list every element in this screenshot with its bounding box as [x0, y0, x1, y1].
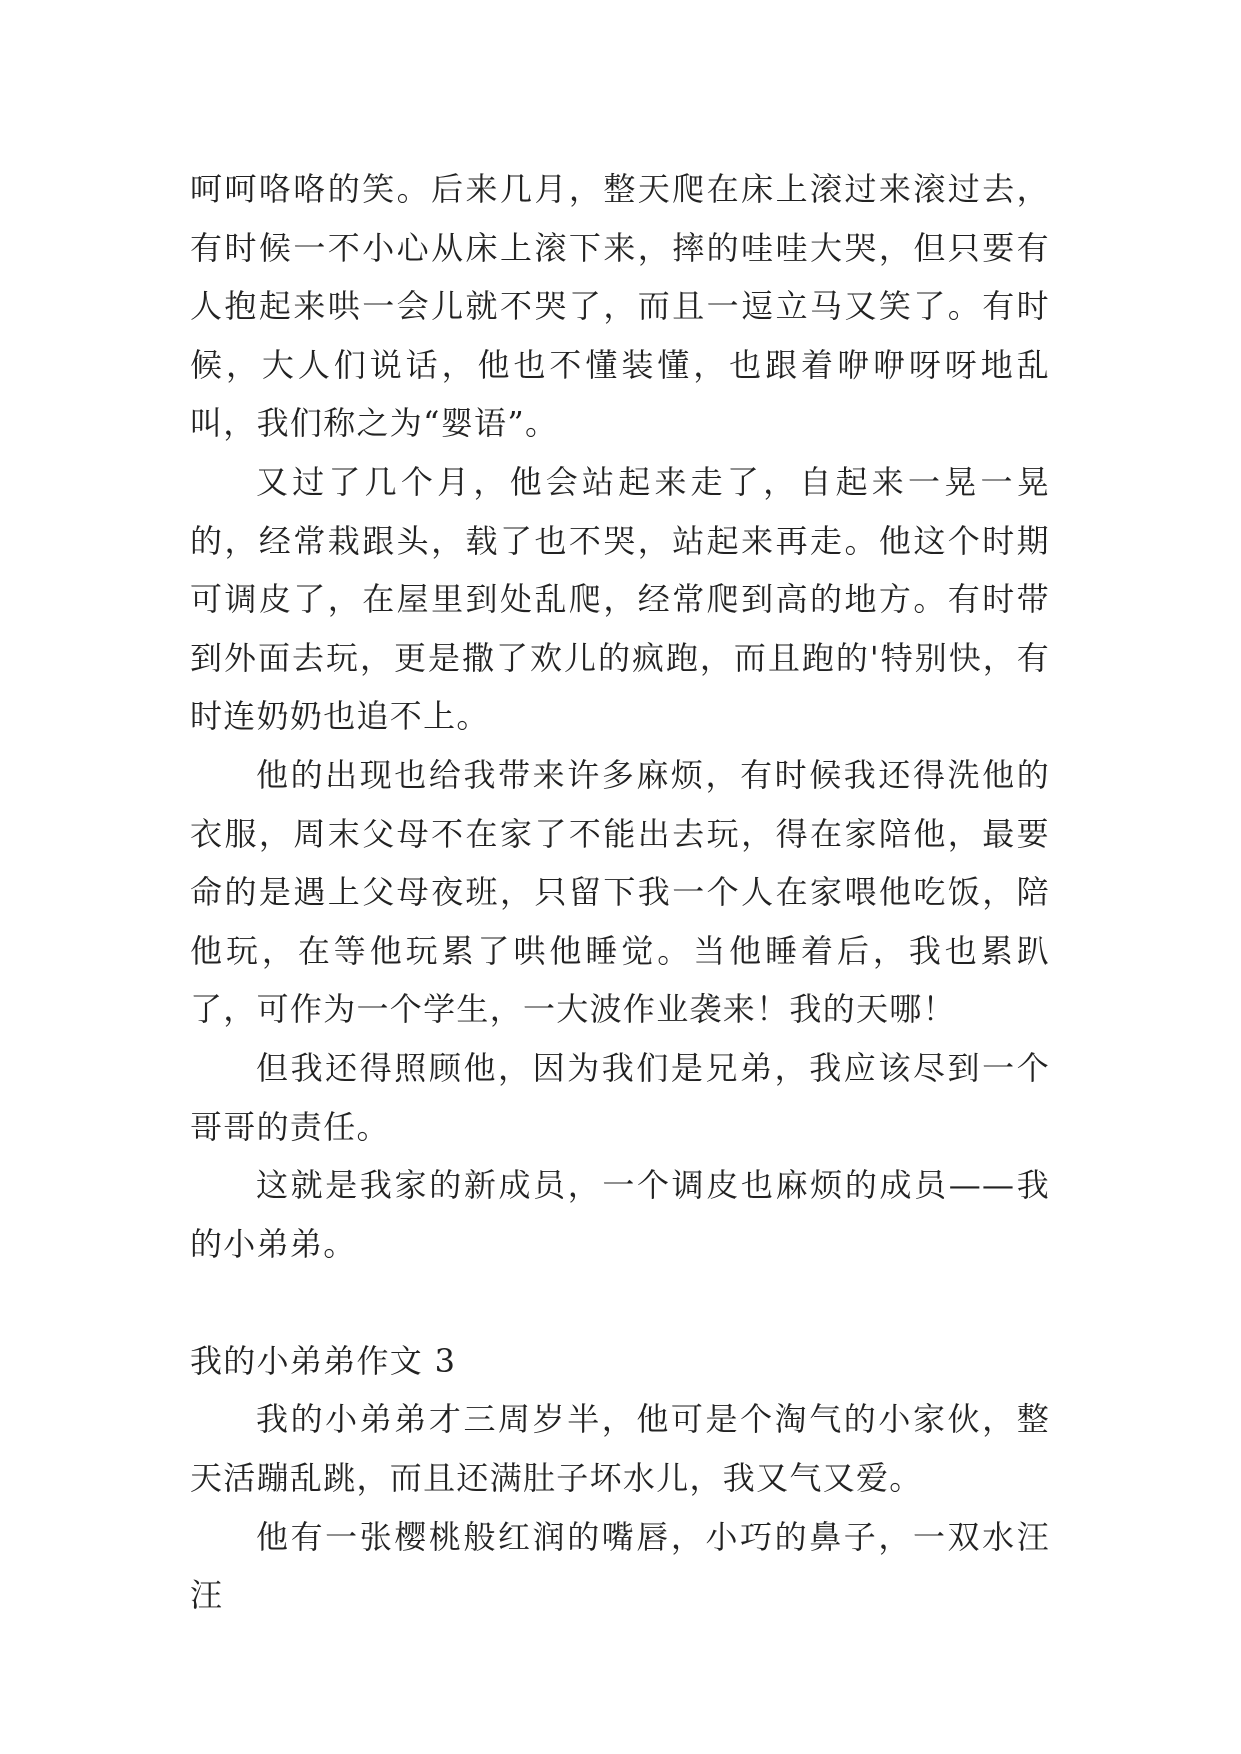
- section-heading: 我的小弟弟作文 3: [190, 1341, 457, 1380]
- paragraph-5: 这就是我家的新成员，一个调皮也麻烦的成员——我的小弟弟。: [190, 1166, 1050, 1263]
- section-gap: [190, 1273, 1050, 1332]
- paragraph-2: 又过了几个月，他会站起来走了，自起来一晃一晃的，经常栽跟头，载了也不哭，站起来再走。他这个时期可调皮了，在屋里到处乱爬，经常爬到高的地方。有时带到外面去玩，更是撒了欢儿的疯跑，而且跑的'特别快，有时连奶奶也追不上。: [190, 462, 1050, 736]
- paragraph-6: 我的小弟弟才三周岁半，他可是个淘气的小家伙，整天活蹦乱跳，而且还满肚子坏水儿，我又气又爱。: [190, 1400, 1050, 1498]
- document-body: [190, 160, 1050, 1625]
- paragraph-1: 呵呵咯咯的笑。后来几月，整天爬在床上滚过来滚过去，有时候一不小心从床上滚下来，摔的哇哇大哭，但只要有人抱起来哄一会儿就不哭了，而且一逗立马又笑了。有时候，大人们说话，他也不懂装懂，也跟着咿咿呀呀地乱叫，我们称之为“婴语”。: [190, 170, 1050, 443]
- paragraph-4: 但我还得照顾他，因为我们是兄弟，我应该尽到一个哥哥的责任。: [190, 1048, 1050, 1146]
- paragraph-7: 他有一张樱桃般红润的嘴唇，小巧的鼻子，一双水汪汪: [190, 1517, 1050, 1615]
- paragraph-3: 他的出现也给我带来许多麻烦，有时候我还得洗他的衣服，周末父母不在家了不能出去玩，得在家陪他，最要命的是遇上父母夜班，只留下我一个人在家喂他吃饭，陪他玩，在等他玩累了哄他睡觉。当他睡着后，我也累趴了，可作为一个学生，一大波作业袭来！我的天哪！: [190, 755, 1050, 1029]
